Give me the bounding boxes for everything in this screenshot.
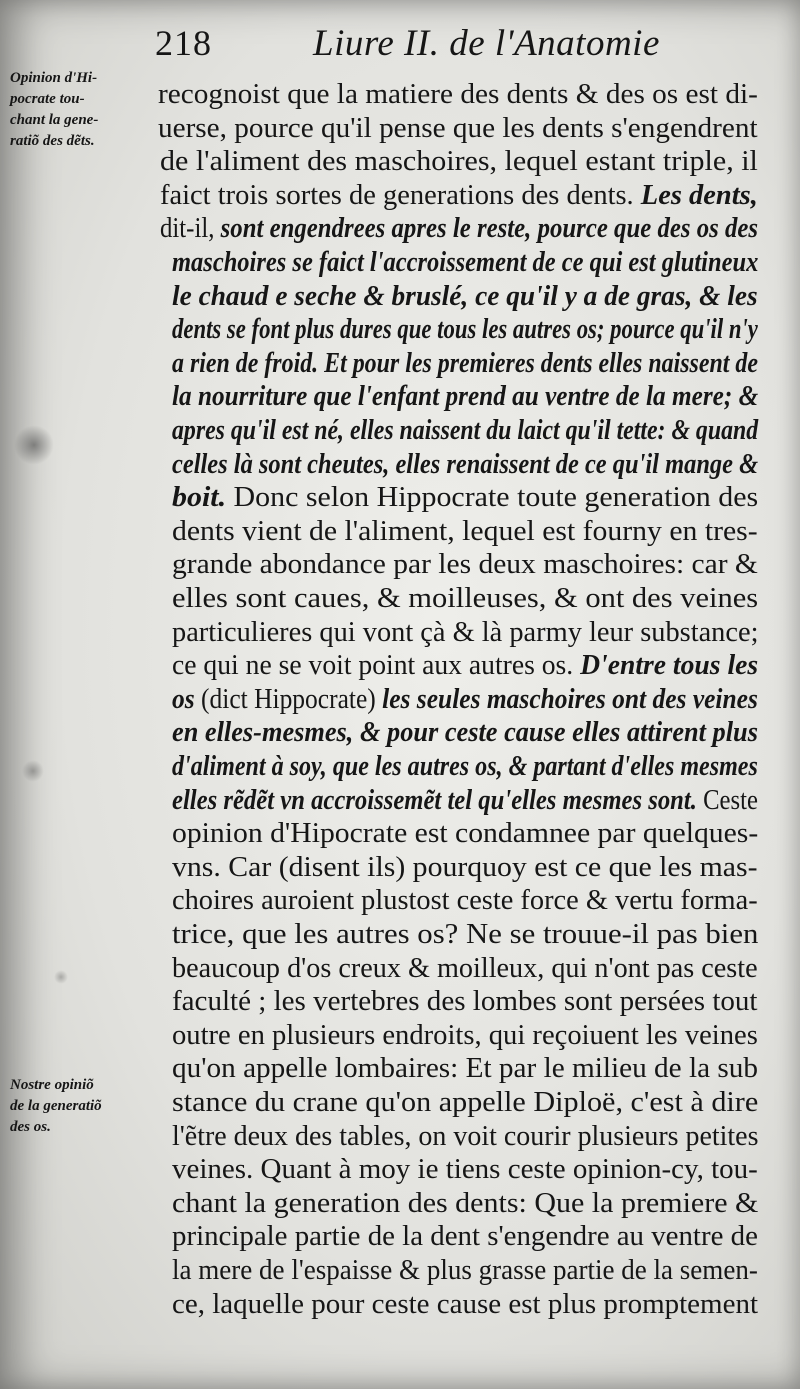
italic-segment: la nourriture que l'enfant prend au ventre de la mere; & (172, 381, 759, 413)
roman-segment: Ceste (703, 784, 758, 816)
text-line (158, 112, 758, 146)
italic-segment: apres qu'il est né, elles naissent du laict qu'il tette: & quand (172, 415, 759, 446)
italic-segment: dents se font plus dures que tous les autres os; pource qu'il n'y (172, 314, 758, 346)
text-line (172, 280, 758, 314)
roman-segment: faculté ; les vertebres des lombes sont persées tout (172, 986, 758, 1018)
roman-segment: vns. Car (disent ils) pourquoy est ce que les mas- (172, 851, 758, 883)
italic-segment: le chaud e seche & bruslé, ce qu'il y a de gras, & les (172, 280, 758, 312)
roman-segment: stance du crane qu'on appelle Diploë, c'est à dire (172, 1087, 759, 1118)
text-line (172, 1220, 758, 1254)
text-line (172, 1052, 758, 1086)
italic-segment: a rien de froid. Et pour les premieres dents elles naissent de (172, 347, 758, 379)
roman-segment: ce, laquelle pour ceste cause est plus promptement (172, 1288, 758, 1320)
running-title: Liure II. de l'Anatomie (313, 23, 660, 64)
text-line (172, 750, 758, 784)
margin-note-line: Nostre opiniõ (10, 1077, 94, 1093)
text-line (172, 985, 757, 1019)
ink-stain (54, 970, 68, 984)
text-line (172, 448, 758, 482)
italic-segment: celles là sont cheutes, elles renaissent de ce qu'il mange & (172, 448, 759, 480)
text-line (160, 179, 758, 213)
text-line (172, 515, 758, 549)
text-line (160, 145, 758, 179)
roman-segment: dents vient de l'aliment, lequel est fourny en tres- (172, 515, 758, 547)
italic-segment: d'aliment à soy, que les autres os, & partant d'elles mesmes (172, 751, 758, 782)
text-line (172, 616, 758, 650)
text-line (172, 313, 758, 347)
italic-segment: Les dents, (640, 179, 758, 211)
page-header (155, 22, 775, 72)
italic-segment: elles rẽdẽt vn accroissemẽt tel qu'elles mesmes sont. (172, 784, 704, 816)
text-line (172, 918, 758, 952)
roman-segment: opinion d'Hipocrate est condamnee par quelques- (172, 818, 759, 850)
text-line (172, 817, 758, 851)
text-line (172, 582, 758, 616)
italic-segment: les seules maschoires ont des veines (382, 683, 758, 715)
text-line (172, 548, 758, 582)
text-line (172, 1288, 758, 1322)
text-line (172, 1120, 758, 1154)
roman-segment: chant la generation des dents: Que la premiere & (172, 1187, 759, 1219)
roman-segment: grande abondance par les deux maschoires: car & (172, 549, 758, 581)
text-line (172, 347, 758, 381)
text-line (172, 414, 758, 448)
roman-segment: Donc selon Hippocrate toute generation des (233, 482, 759, 514)
roman-segment: la mere de l'espaisse & plus grasse partie de la semen- (172, 1255, 758, 1286)
text-line (172, 784, 758, 818)
italic-segment: sont engendrees apres le reste, pource que des os des (220, 213, 759, 245)
roman-segment: trice, que les autres os? Ne se trouue-il pas bien (172, 919, 759, 950)
text-line (172, 1086, 758, 1120)
margin-note-line: pocrate tou- (10, 91, 85, 107)
roman-segment: ce qui ne se voit point aux autres os. (172, 650, 581, 682)
margin-note-line: ratiõ des dẽts. (10, 133, 95, 149)
roman-segment: elles sont caues, & moilleuses, & ont des veines (172, 583, 759, 614)
roman-segment: de l'aliment des maschoires, lequel estant triple, il (160, 146, 758, 178)
text-line (160, 212, 758, 246)
roman-segment: qu'on appelle lombaires: Et par le milieu de la sub (172, 1053, 759, 1085)
roman-segment: veines. Quant à moy ie tiens ceste opinion-cy, tou- (172, 1154, 758, 1186)
margin-note-line: des os. (10, 1119, 51, 1135)
italic-segment: maschoires se faict l'accroissement de ce qui est glutineux (172, 247, 759, 278)
text-line (172, 1187, 758, 1221)
roman-segment: outre en plusieurs endroits, qui reçoiuent les veines (172, 1019, 758, 1051)
text-line (172, 952, 758, 986)
italic-segment: en elles-mesmes, & pour ceste cause elles attirent plus (172, 717, 758, 749)
roman-segment: (dict Hippocrate) (201, 683, 383, 715)
italic-segment: boit. (172, 482, 234, 514)
roman-segment: recognoist que la matiere des dents & des os est di- (158, 79, 758, 110)
roman-segment: choires auroient plustost ceste force & vertu forma- (172, 885, 758, 917)
text-line (172, 246, 758, 280)
margin-note-our-opinion (10, 1075, 168, 1138)
margin-note-line: chant la gene- (10, 112, 99, 128)
text-line (172, 1254, 758, 1288)
text-line (172, 683, 758, 717)
page-number: 218 (155, 23, 212, 63)
roman-segment: faict trois sortes de generations des dents. (160, 179, 641, 211)
ink-stain (22, 760, 44, 782)
margin-note-hippocrates (10, 68, 168, 152)
margin-note-line: de la generatiõ (10, 1098, 102, 1114)
roman-segment: l'ẽtre deux des tables, on voit courir plusieurs petites (172, 1120, 759, 1152)
margin-note-line: Opinion d'Hi- (10, 70, 98, 86)
text-line (172, 649, 758, 683)
text-line (172, 481, 758, 515)
italic-segment: D'entre tous les (580, 650, 759, 682)
ink-stain (14, 425, 54, 465)
roman-segment: dit-il, (160, 213, 221, 245)
text-line (172, 884, 758, 918)
roman-segment: beaucoup d'os creux & moilleux, qui n'ont pas ceste (172, 952, 758, 984)
roman-segment: particulieres qui vont çà & là parmy leur substance; (172, 616, 759, 648)
text-line (172, 380, 758, 414)
text-line (172, 851, 758, 885)
text-line (172, 1019, 758, 1053)
roman-segment: principale partie de la dent s'engendre au ventre de (172, 1221, 758, 1253)
italic-segment: os (172, 683, 202, 715)
text-line (158, 78, 758, 112)
text-line (172, 716, 758, 750)
roman-segment: uerse, pource qu'il pense que les dents s'engendrent (158, 112, 758, 144)
text-line (172, 1153, 758, 1187)
